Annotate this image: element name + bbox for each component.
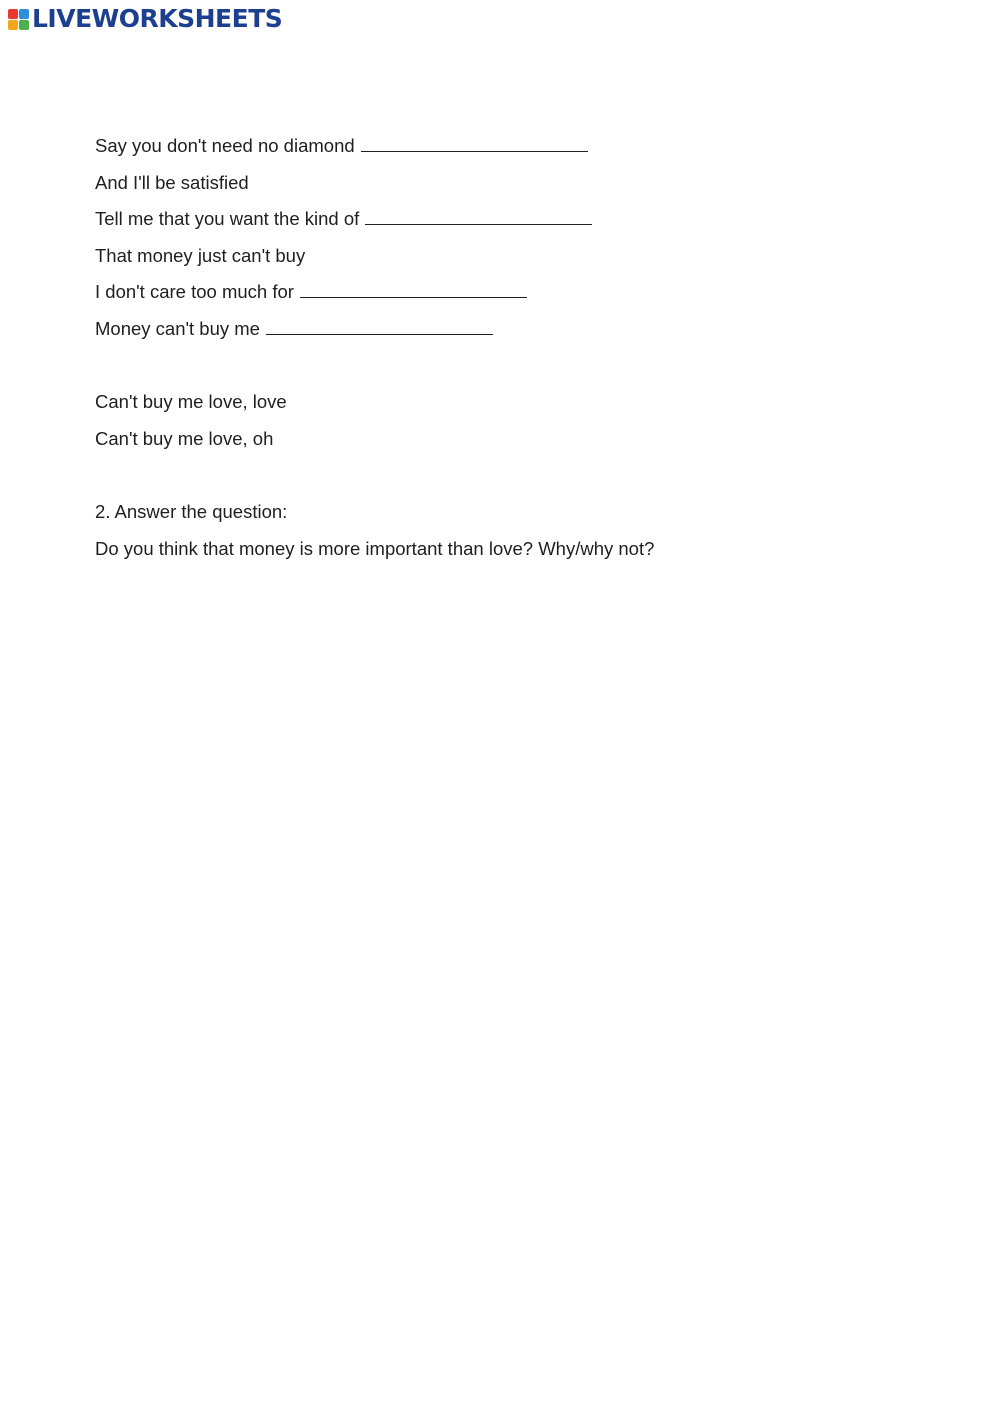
verse-line-text: That money just can't buy — [95, 244, 306, 266]
question-section — [95, 494, 915, 567]
logo-text: LIVEWORKSHEETS — [32, 4, 283, 33]
worksheet-content — [95, 128, 915, 567]
logo-block-orange — [8, 20, 18, 30]
spacer — [95, 348, 915, 385]
question-heading: 2. Answer the question: — [95, 500, 288, 522]
verse-line-text: Say you don't need no diamond — [95, 135, 355, 156]
verse-line — [95, 165, 915, 202]
verse-line-text: Money can't buy me — [95, 317, 260, 339]
chorus-line: Can't buy me love, love — [95, 391, 287, 413]
question-prompt: Do you think that money is more important than love? Why/why not? — [95, 537, 655, 559]
verse-line — [95, 311, 915, 348]
logo-block-blue — [19, 9, 29, 19]
answer-blank[interactable] — [361, 135, 588, 152]
verse-line-text: I don't care too much for — [95, 281, 294, 303]
verse-line — [95, 238, 915, 275]
logo-block-red — [8, 9, 18, 19]
spacer — [95, 457, 915, 494]
answer-blank[interactable] — [266, 318, 493, 335]
chorus — [95, 384, 915, 457]
verse — [95, 128, 915, 348]
verse-line — [95, 128, 915, 165]
answer-blank[interactable] — [300, 281, 527, 298]
verse-line-text: Tell me that you want the kind of — [95, 208, 360, 230]
verse-line — [95, 274, 915, 311]
logo-blocks-icon — [8, 9, 29, 30]
answer-blank[interactable] — [365, 208, 592, 225]
chorus-line: Can't buy me love, oh — [95, 427, 274, 449]
logo-block-green — [19, 20, 29, 30]
verse-line-text: And I'll be satisfied — [95, 171, 249, 193]
verse-line — [95, 201, 915, 238]
liveworksheets-logo — [8, 6, 282, 32]
